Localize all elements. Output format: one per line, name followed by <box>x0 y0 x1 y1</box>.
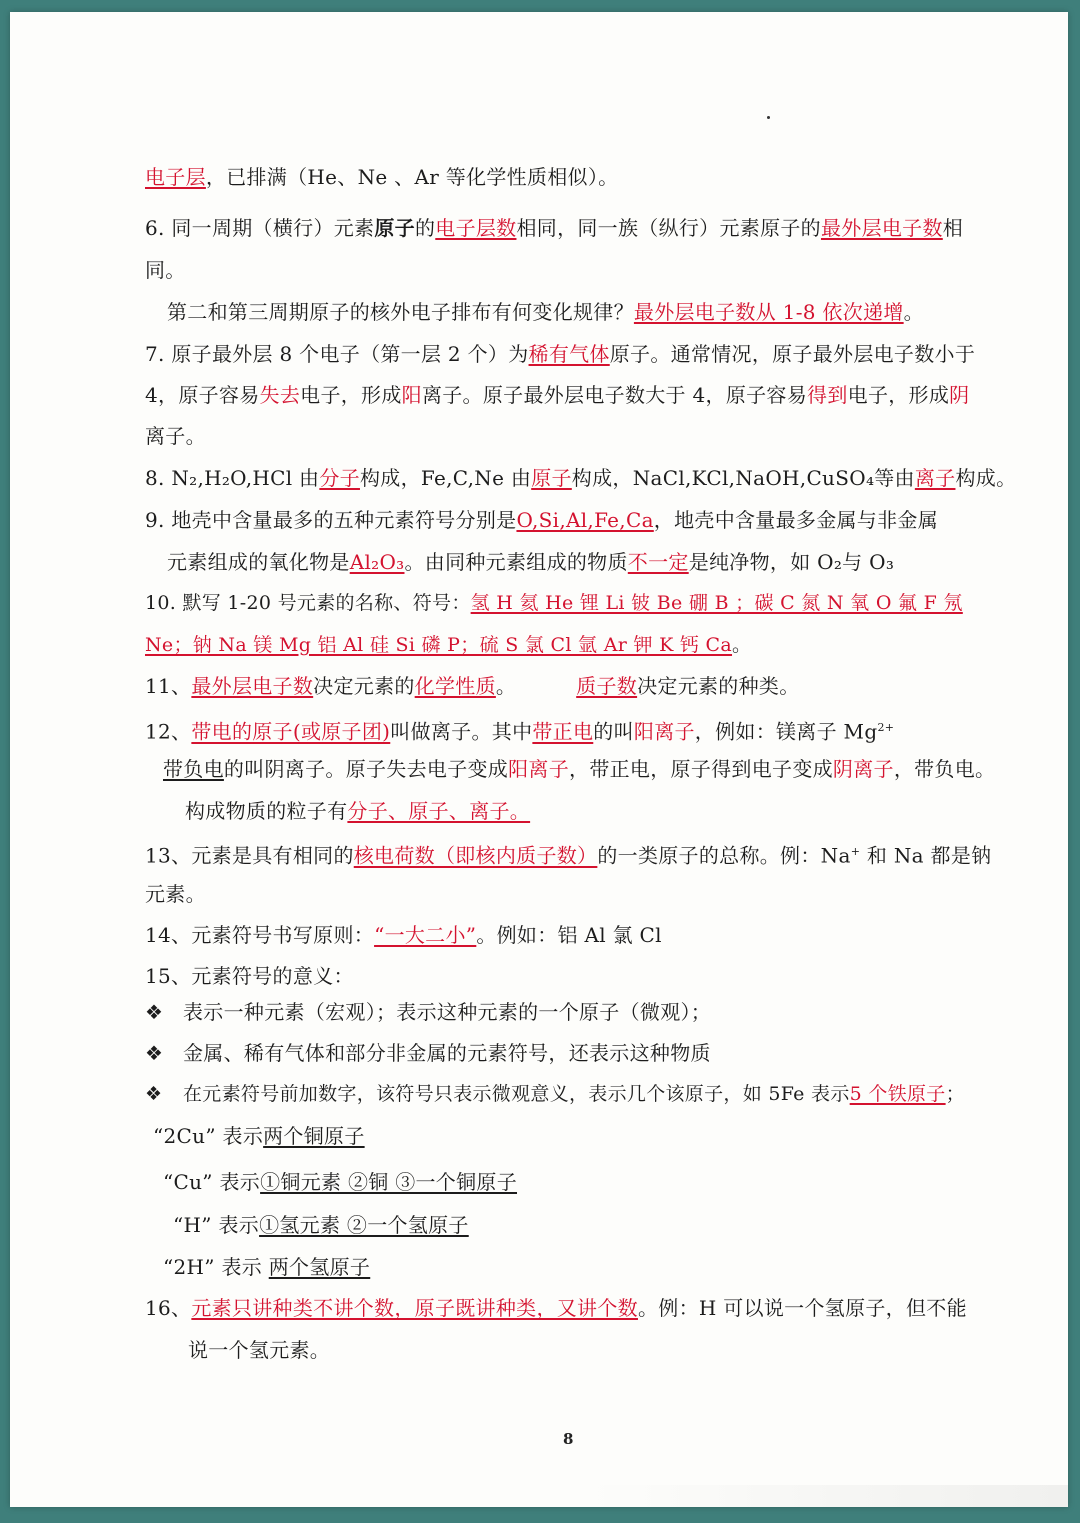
answer: 稀有气体 <box>528 342 610 366</box>
answer: 阳离子 <box>633 719 695 744</box>
text-line: 说一个氢元素。 <box>188 1338 331 1362</box>
item-7: 7. 原子最外层 8 个电子（第一层 2 个）为稀有气体原子。通常情况，原子最外层电子数小于 <box>145 342 976 366</box>
answer: 带正电 <box>532 719 594 744</box>
answer: 得到 <box>807 383 848 407</box>
bullet-icon: ❖ <box>145 1000 164 1024</box>
answer: 阴 <box>949 383 970 407</box>
answer: Ne；钠 Na 镁 Mg 铝 Al 硅 Si 磷 P；硫 S 氯 Cl 氩 Ar 钾 K 钙 Ca <box>145 634 733 656</box>
answer: 带电的原子(或原子团) <box>191 719 391 744</box>
text-line: 4，原子容易失去电子，形成阳离子。原子最外层电子数大于 4，原子容易得到电子，形成阴 <box>145 383 970 407</box>
answer: 不一定 <box>627 550 689 574</box>
text-line: 离子。 <box>145 424 206 448</box>
answer: 电子层数 <box>435 216 517 240</box>
item-14: 14、元素符号书写原则：“一大二小”。例如：铝 Al 氯 Cl <box>145 923 662 947</box>
text-line: “Cu” 表示①铜元素 ②铜 ③一个铜原子 <box>163 1170 518 1194</box>
text-line: Ne；钠 Na 镁 Mg 铝 Al 硅 Si 磷 P；硫 S 氯 Cl 氩 Ar 钾 K 钙 Ca。 <box>145 634 752 656</box>
item-9: 9. 地壳中含量最多的五种元素符号分别是O,Si,Al,Fe,Ca，地壳中含量最多金属与非金属 <box>145 508 938 532</box>
bottom-fade <box>588 1485 1068 1507</box>
bullet-item: ❖ 表示一种元素（宏观）；表示这种元素的一个原子（微观）； <box>145 1000 712 1024</box>
item-11: 11、最外层电子数决定元素的化学性质。 质子数决定元素的种类。 <box>145 674 800 698</box>
answer: 离子 <box>914 466 956 490</box>
answer: 失去 <box>259 383 301 407</box>
bullet-item: ❖ 在元素符号前加数字，该符号只表示微观意义，表示几个该原子，如 5Fe 表示5 个铁原子； <box>145 1083 965 1105</box>
text-line: 构成物质的粒子有分子、原子、离子。 <box>185 799 531 823</box>
answer: O,Si,Al,Fe,Ca <box>516 508 654 532</box>
item-8: 8. N₂,H₂O,HCl 由分子构成，Fe,C,Ne 由原子构成，NaCl,KCl,NaOH,CuSO₄等由离子构成。 <box>145 466 1017 490</box>
answer: 阴离子 <box>832 757 894 781</box>
answer: 5 个铁原子 <box>849 1083 946 1105</box>
text-line: 带负电的叫阴离子。原子失去电子变成阳离子，带正电，原子得到电子变成阴离子，带负电。 <box>163 757 996 781</box>
bullet-item: ❖ 金属、稀有气体和部分非金属的元素符号，还表示这种物质 <box>145 1041 711 1065</box>
answer: 电子层 <box>145 165 206 189</box>
item-16: 16、元素只讲种类不讲个数，原子既讲种类，又讲个数。例：H 可以说一个氢原子，但不能 <box>145 1296 967 1320</box>
item-13: 13、元素是具有相同的核电荷数（即核内质子数）的一类原子的总称。例：Na+ 和 Na 都是钠 <box>145 843 992 868</box>
answer: 原子 <box>531 466 572 490</box>
answer: 元素只讲种类不讲个数，原子既讲种类，又讲个数 <box>191 1296 638 1320</box>
text-line: 元素组成的氧化物是Al₂O₃。由同种元素组成的物质不一定是纯净物，如 O₂与 O₃ <box>167 550 895 574</box>
document-page <box>10 12 1068 1507</box>
text-line: 第二和第三周期原子的核外电子排布有何变化规律？最外层电子数从 1-8 依次递增。 <box>167 300 924 324</box>
page-number: 8 <box>563 1430 574 1448</box>
item-15: 15、元素符号的意义： <box>145 964 354 988</box>
answer: 最外层电子数 <box>191 674 314 698</box>
item-6: 6. 同一周期（横行）元素原子的电子层数相同，同一族（纵行）元素原子的最外层电子数相 <box>145 216 964 240</box>
answer: 质子数 <box>576 674 638 698</box>
answer: 化学性质 <box>414 674 496 698</box>
text-line: 同。 <box>145 258 186 282</box>
text-line: “H” 表示①氢元素 ②一个氢原子 <box>173 1213 469 1237</box>
answer: 氢 H 氦 He 锂 Li 铍 Be 硼 B ；碳 C 氮 N 氧 O 氟 F 氖 <box>470 592 963 614</box>
text-line: “2H” 表示 两个氢原子 <box>163 1255 371 1279</box>
answer: 最外层电子数从 1-8 依次递增 <box>633 300 904 324</box>
answer: Al₂O₃ <box>349 550 405 574</box>
speck <box>767 116 770 119</box>
item-12: 12、带电的原子(或原子团)叫做离子。其中带正电的叫阳离子，例如：镁离子 $Mg^{2+}$ <box>145 719 895 744</box>
text-line: “2Cu” 表示两个铜原子 <box>153 1124 365 1148</box>
answer: 阳 <box>401 383 422 407</box>
answer: “一大二小” <box>374 923 477 947</box>
bullet-icon: ❖ <box>145 1041 164 1065</box>
answer: 分子、原子、离子。 <box>347 799 531 823</box>
answer: 分子 <box>319 466 360 490</box>
answer: 阳离子 <box>508 757 570 781</box>
item-10: 10. 默写 1-20 号元素的名称、符号：氢 H 氦 He 锂 Li 铍 Be 硼 B ；碳 C 氮 N 氧 O 氟 F 氖 <box>145 592 963 614</box>
bullet-icon: ❖ <box>145 1083 163 1105</box>
text-line-1: 电子层，已排满（He、Ne 、Ar 等化学性质相似）。 <box>145 165 619 189</box>
answer: 最外层电子数 <box>820 216 943 240</box>
answer: 核电荷数（即核内质子数） <box>353 843 598 868</box>
text-line: 元素。 <box>145 882 206 906</box>
